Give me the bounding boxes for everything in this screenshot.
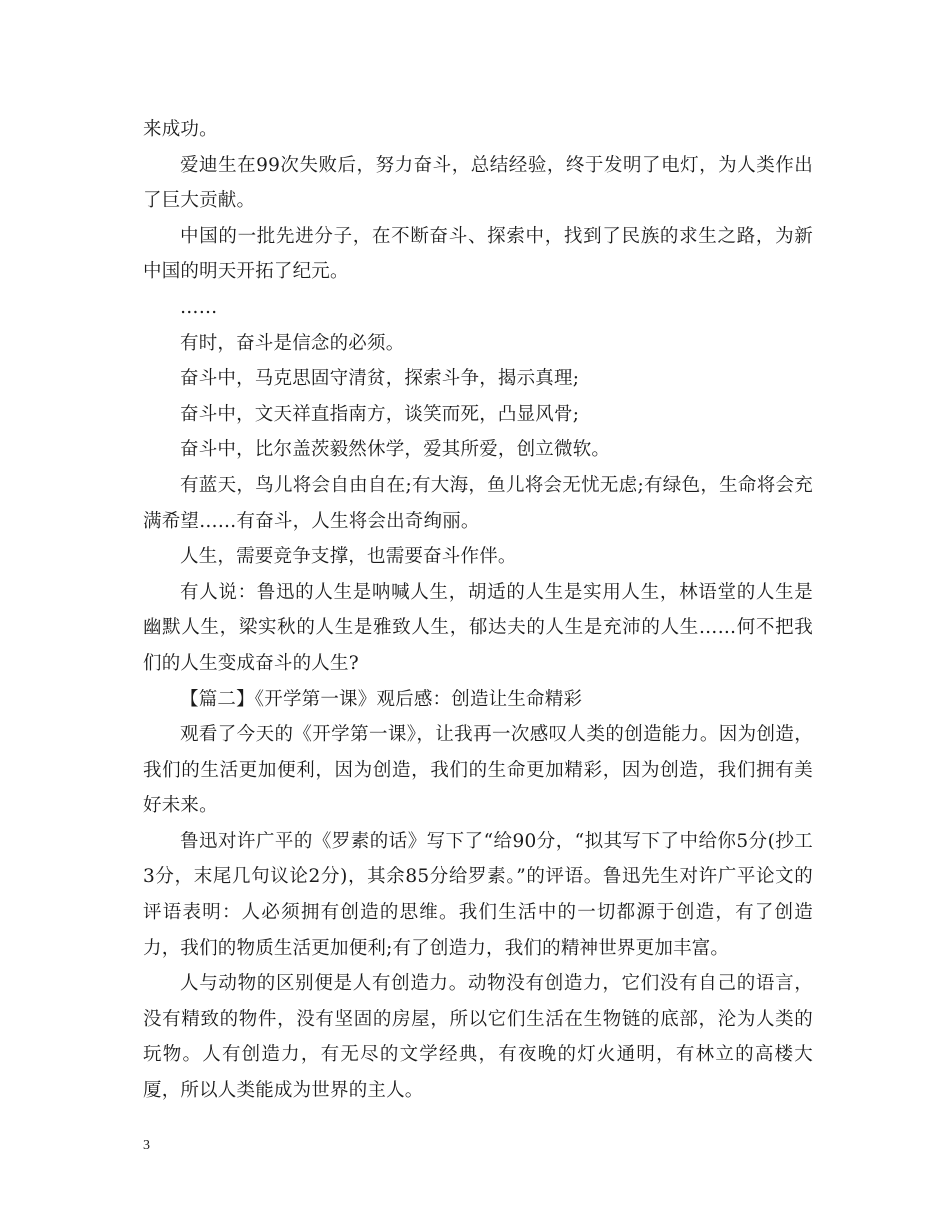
paragraph: 来成功。: [143, 119, 218, 140]
paragraph: 奋斗中，比尔盖茨毅然休学，爱其所爱，创立微软。: [180, 439, 611, 461]
page-number: 3: [143, 1138, 150, 1153]
paragraph: 爱迪生在99次失败后，努力奋斗，总结经验，终于发明了电灯，为人类作出了巨大贡献。: [143, 154, 813, 212]
paragraph: 人与动物的区别便是人有创造力。动物没有创造力，它们没有自己的语言，没有精致的物件，没有坚固的房屋，所以它们生活在生物链的底部，沦为人类的玩物。人有创造力，有无尽的文学经典，有夜晚的灯火通明，有林立的高楼大厦，所以人类能成为世界的主人。: [143, 973, 813, 1102]
paragraph: 有人说：鲁迅的人生是呐喊人生，胡适的人生是实用人生，林语堂的人生是幽默人生，梁实秋的人生是雅致人生，郁达夫的人生是充沛的人生……何不把我们的人生变成奋斗的人生?: [143, 581, 813, 674]
paragraph: 有时，奋斗是信念的必须。: [180, 332, 405, 354]
paragraph: 人生，需要竞争支撑，也需要奋斗作伴。: [180, 546, 517, 568]
paragraph: 有蓝天，鸟儿将会自由自在;有大海，鱼儿将会无忧无虑;有绿色，生命将会充满希望……有奋斗，人生将会出奇绚丽。: [143, 474, 813, 532]
paragraph: 奋斗中，文天祥直指南方，谈笑而死，凸显风骨;: [180, 403, 580, 425]
section-heading: 【篇二】《开学第一课》观后感：创造让生命精彩: [180, 688, 583, 710]
document-body: [143, 112, 813, 1109]
paragraph: 鲁迅对许广平的《罗素的话》写下了“给90分，“拟其写下了中给你5分(抄工3分，末尾几句议论2分)，其余85分给罗素。”的评语。鲁迅先生对许广平论文的评语表明：人必须拥有创造的思维。我们生活中的一切都源于创造，有了创造力，我们的物质生活更加便利;有了创造力，我们的精神世界更加丰富。: [143, 830, 813, 959]
paragraph: 观看了今天的《开学第一课》，让我再一次感叹人类的创造能力。因为创造，我们的生活更加便利，因为创造，我们的生命更加精彩，因为创造，我们拥有美好未来。: [143, 724, 813, 817]
paragraph: 奋斗中，马克思固守清贫，探索斗争，揭示真理;: [180, 368, 580, 390]
ellipsis-paragraph: ……: [180, 296, 218, 318]
paragraph: 中国的一批先进分子，在不断奋斗、探索中，找到了民族的求生之路，为新中国的明天开拓了纪元。: [143, 225, 813, 283]
